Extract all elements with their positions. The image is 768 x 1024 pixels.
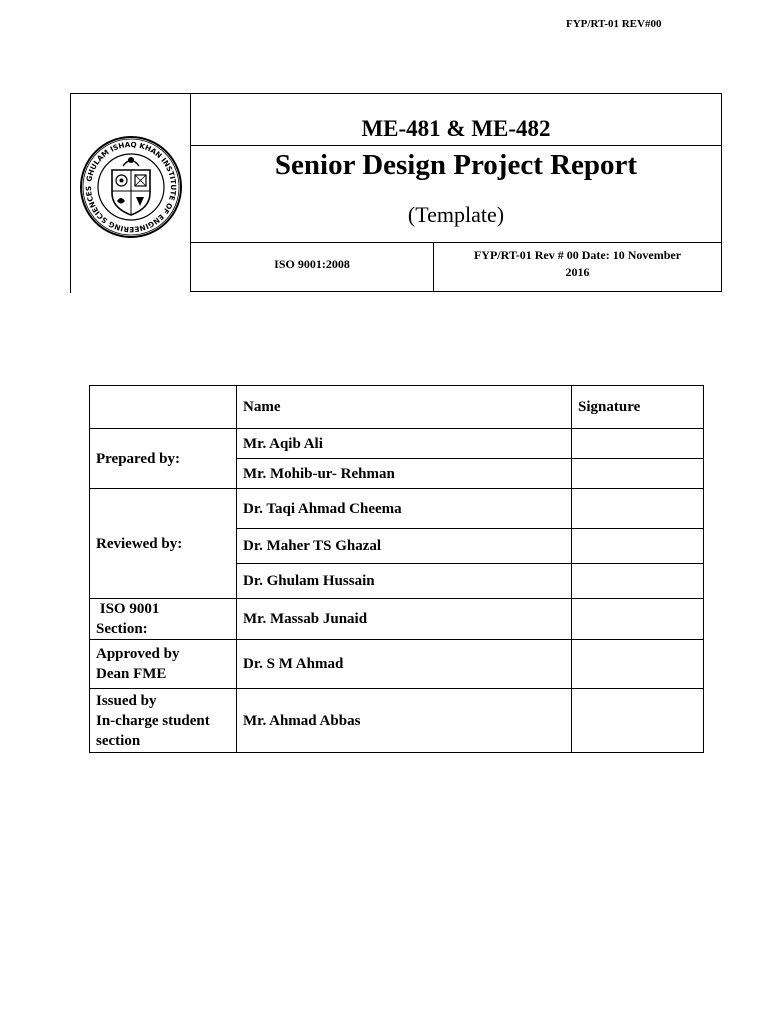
revision-date <box>440 247 715 281</box>
iso-standard: ISO 9001:2008 <box>274 257 350 271</box>
title-cell <box>190 93 722 292</box>
table-row <box>90 689 704 753</box>
signature-cell <box>572 529 704 564</box>
approved-line-1: Approved by <box>96 646 180 662</box>
meta-row <box>191 242 721 292</box>
header-signature: Signature <box>572 386 704 429</box>
table-header-row <box>90 386 704 429</box>
approval-table <box>89 385 704 753</box>
header-name: Name <box>237 386 572 429</box>
issued-line-3: section <box>96 732 141 749</box>
revision-cell <box>434 243 721 292</box>
approved-line-2: Dean FME <box>96 666 167 682</box>
reviewed-name-3: Dr. Ghulam Hussain <box>237 564 572 599</box>
reviewed-name-1: Dr. Taqi Ahmad Cheema <box>237 489 572 529</box>
table-row <box>90 640 704 689</box>
iso-section-label <box>90 599 237 640</box>
prepared-name-2: Mr. Mohib-ur- Rehman <box>237 459 572 489</box>
table-row <box>90 429 704 459</box>
logo-cell <box>70 93 191 293</box>
reviewed-by-label: Reviewed by: <box>90 489 237 599</box>
reviewed-name-2: Dr. Maher TS Ghazal <box>237 529 572 564</box>
issued-line-1: Issued by <box>96 692 157 709</box>
signature-cell <box>572 599 704 640</box>
revision-line-1: FYP/RT-01 Rev # 00 Date: 10 November <box>473 248 682 262</box>
prepared-name-1: Mr. Aqib Ali <box>237 429 572 459</box>
table-row <box>90 489 704 529</box>
iso-cell <box>191 243 434 292</box>
course-code: ME-481 & ME-482 <box>361 116 551 141</box>
signature-cell <box>572 429 704 459</box>
issued-name: Mr. Ahmad Abbas <box>237 689 572 753</box>
course-row <box>191 94 721 146</box>
signature-cell <box>572 459 704 489</box>
signature-cell <box>572 489 704 529</box>
table-row <box>90 599 704 640</box>
signature-cell <box>572 640 704 689</box>
report-title: Senior Design Project Report <box>274 149 638 181</box>
institute-seal-logo <box>79 135 183 239</box>
revision-line-2: 2016 <box>565 265 590 279</box>
template-label: (Template) <box>407 202 505 227</box>
signature-cell <box>572 689 704 753</box>
document-header <box>70 93 721 292</box>
header-empty-cell <box>90 386 237 429</box>
document-code: FYP/RT-01 REV#00 <box>566 18 662 30</box>
prepared-by-label: Prepared by: <box>90 429 237 489</box>
signature-cell <box>572 564 704 599</box>
iso-label-line-1: ISO 9001 <box>99 601 160 617</box>
approved-name: Dr. S M Ahmad <box>237 640 572 689</box>
iso-label-line-2: Section: <box>96 621 148 637</box>
issued-line-2: In-charge student <box>96 712 210 729</box>
iso-section-name: Mr. Massab Junaid <box>237 599 572 640</box>
issued-by-label <box>90 689 237 753</box>
svg-text:GHULAM ISHAQ KHAN INSTITUTE OF: GHULAM ISHAQ KHAN INSTITUTE OF ENGINEERING SCIENCES <box>83 139 179 235</box>
approved-by-label <box>90 640 237 689</box>
